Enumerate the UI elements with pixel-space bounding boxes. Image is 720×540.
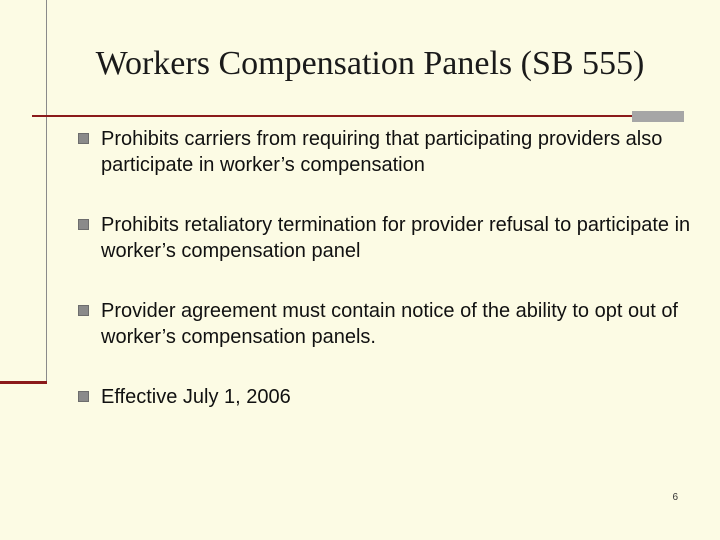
- bullet-text: Effective July 1, 2006: [101, 386, 291, 408]
- square-bullet-icon: [78, 133, 89, 144]
- title-rule-end-block: [632, 111, 684, 122]
- bullet-list: [78, 126, 698, 410]
- square-bullet-icon: [78, 305, 89, 316]
- bullet-item: [78, 212, 698, 264]
- bullet-item: [78, 298, 698, 350]
- bullet-text: Prohibits carriers from requiring that participating providers also participate in worker’s compensation: [101, 128, 663, 176]
- bullet-text: Prohibits retaliatory termination for provider refusal to participate in worker’s compensation panel: [101, 214, 691, 262]
- slide-title: Workers Compensation Panels (SB 555): [95, 45, 645, 82]
- title-underline: [32, 115, 632, 117]
- square-bullet-icon: [78, 219, 89, 230]
- bullet-text: Provider agreement must contain notice of the ability to opt out of worker’s compensation panels.: [101, 300, 678, 348]
- bullet-item: [78, 126, 698, 178]
- square-bullet-icon: [78, 391, 89, 402]
- left-accent-rule: [0, 381, 47, 384]
- bullet-item: [78, 384, 698, 410]
- page-number: 6: [672, 492, 678, 503]
